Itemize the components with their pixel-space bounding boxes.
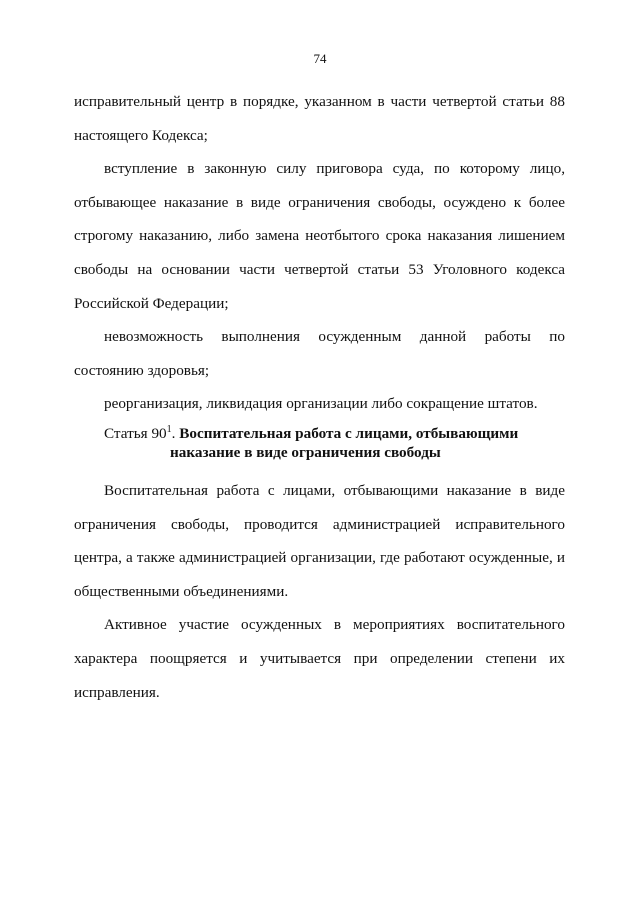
page-number: 74 <box>313 51 327 66</box>
paragraph-reorganization: реорганизация, ликвидация организации либо сокращение штатов. <box>104 395 538 413</box>
document-body <box>74 85 565 709</box>
paragraph-continuation: исправительный центр в порядке, указанном в части четвертой статьи 88 настоящего Кодекса; <box>74 93 565 144</box>
article-number-superscript: 1 <box>166 423 172 435</box>
paragraph-sentence-change: вступление в законную силу приговора суда, по которому лицо, отбывающее наказание в виде ограничения свободы, осуждено к более строгому наказанию, либо замена неотбытого срока наказания лишением свободы на основании части четвертой статьи 53 Уголовного кодекса Российской Федерации; <box>74 160 565 312</box>
article-heading: Статья $90^1$. Воспитательная работа с лицами, отбывающими наказание в виде ограничения свободы <box>104 424 565 462</box>
paragraph-active-participation: Активное участие осужденных в мероприятиях воспитательного характера поощряется и учитывается при определении степени их исправления. <box>74 616 565 701</box>
article-number: Статья 90 <box>104 424 167 442</box>
paragraph-educational-work: Воспитательная работа с лицами, отбывающими наказание в виде ограничения свободы, проводится администрацией исправительного центра, а также администрацией организации, где работают осужденные, и общественными объединениями. <box>74 481 565 600</box>
article-title-line2: наказание в виде ограничения свободы <box>170 443 441 461</box>
paragraph-health-reason: невозможность выполнения осужденным данной работы по состоянию здоровья; <box>74 328 565 379</box>
article-title-line1: Воспитательная работа с лицами, отбывающими <box>179 424 519 442</box>
